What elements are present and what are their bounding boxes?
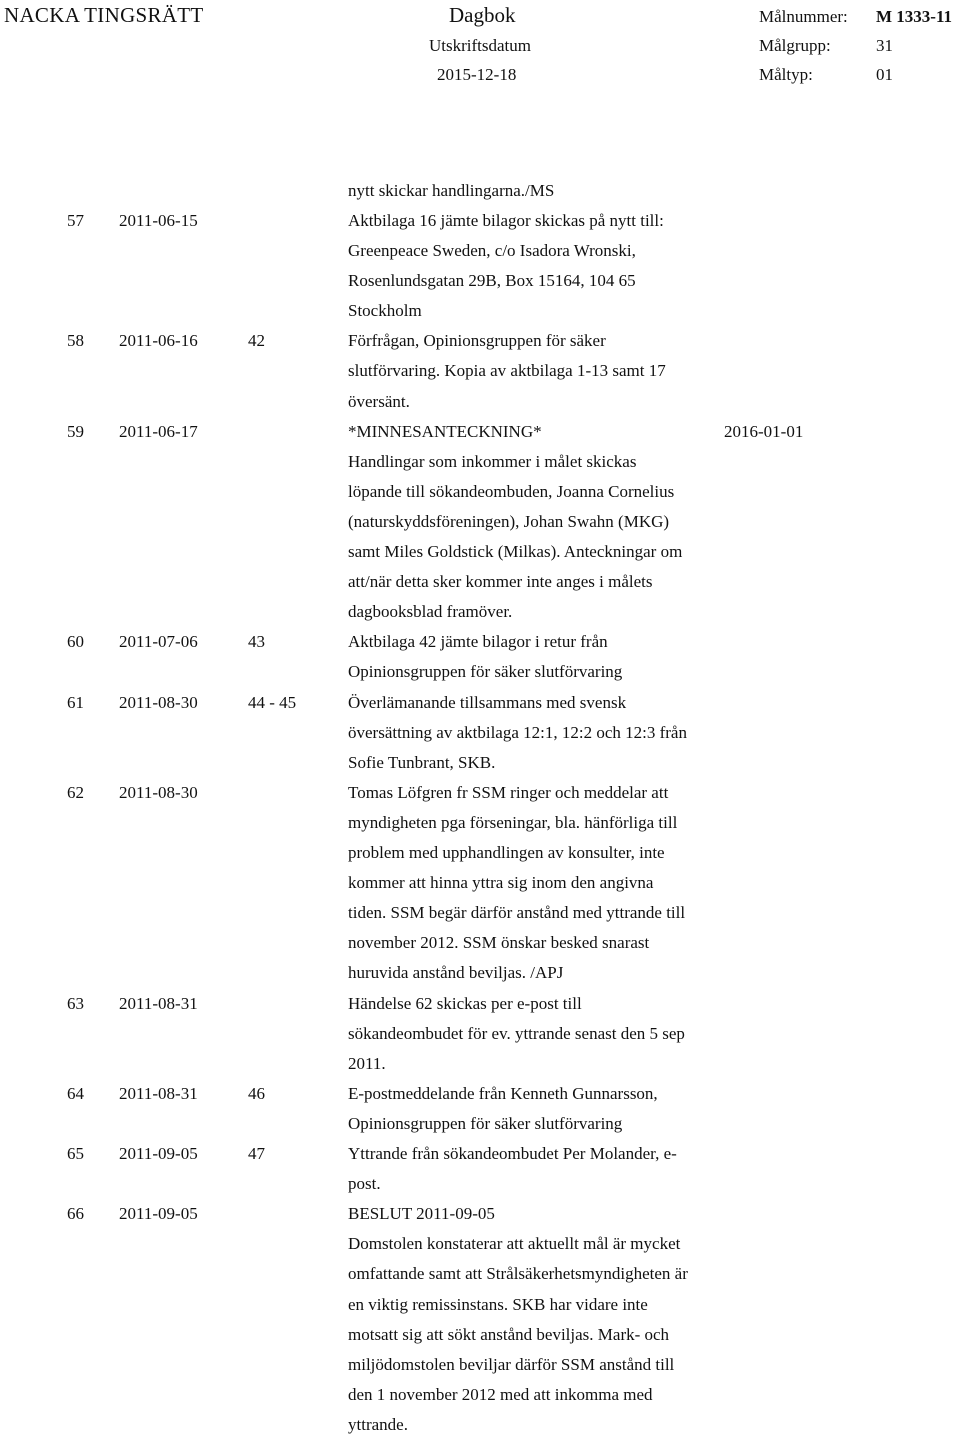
- entry-number: 63: [67, 993, 84, 1013]
- entry-text-line: Opinionsgruppen för säker slutförvaring: [348, 662, 623, 682]
- entry-date: 2011-06-15: [119, 211, 198, 230]
- entry-text-line: en viktig remissinstans. SKB har vidare inte: [348, 1294, 648, 1314]
- entry-aktbilaga: 46: [248, 1083, 265, 1103]
- entry-text-line: Aktbilaga 42 jämte bilagor i retur från: [348, 632, 608, 652]
- entry-aktbilaga: 42: [248, 331, 265, 351]
- entry-text: [348, 1199, 688, 1440]
- entry-number: 58: [67, 331, 84, 351]
- entry-text-line: miljödomstolen beviljar därför SSM anstånd till: [348, 1354, 675, 1374]
- entry-number: 60: [67, 632, 84, 652]
- entry-date: 2011-06-16: [119, 331, 198, 351]
- entry-text-line: post.: [348, 1174, 381, 1194]
- entry-text-line: Greenpeace Sweden, c/o Isadora Wronski,: [348, 241, 636, 261]
- entry-text-line: BESLUT 2011-09-05: [348, 1204, 495, 1224]
- entry-text-line: slutförvaring. Kopia av aktbilaga 1-13 samt 17: [348, 361, 666, 381]
- case-number: M 1333-11: [876, 7, 953, 26]
- entry-text: [348, 206, 664, 326]
- entry-number: 66: [67, 1204, 84, 1224]
- entry-text-line: Yttrande från sökandeombudet Per Molander, e-: [348, 1144, 677, 1164]
- entry-text-line: Förfrågan, Opinionsgruppen för säker: [348, 331, 606, 351]
- entry-text-line: tiden. SSM begär därför anstånd med yttrande till: [348, 903, 686, 923]
- entry-text-line: *MINNESANTECKNING*: [348, 421, 542, 441]
- entry-text: [348, 1139, 677, 1199]
- entry-text-line: E-postmeddelande från Kenneth Gunnarsson,: [348, 1083, 658, 1103]
- entry-text: [348, 627, 622, 687]
- entry-text-line: den 1 november 2012 med att inkomma med: [348, 1384, 653, 1404]
- entry-text: [348, 989, 685, 1079]
- entry-text-line: Överlämanande tillsammans med svensk: [348, 692, 627, 712]
- entry-date: 2011-09-05: [119, 1204, 198, 1224]
- case-number-label: Målnummer:: [759, 7, 848, 26]
- entry-text-line: Sofie Tunbrant, SKB.: [348, 752, 496, 772]
- entry-text-line: motsatt sig att sökt anstånd beviljas. Mark- och: [348, 1324, 670, 1344]
- entry-aktbilaga: 44 - 45: [248, 692, 297, 712]
- entry-date: 2011-08-31: [119, 993, 198, 1013]
- print-date-label: Utskriftsdatum: [429, 36, 531, 55]
- entry-text-line: Händelse 62 skickas per e-post till: [348, 993, 582, 1013]
- entry-text-line: Stockholm: [348, 301, 422, 321]
- entry-date: 2011-08-30: [119, 782, 198, 802]
- entry-number: 57: [67, 211, 84, 230]
- court-name: NACKA TINGSRÄTT: [4, 3, 204, 27]
- continuation-text: nytt skickar handlingarna./MS: [348, 181, 555, 200]
- entry-text: [348, 417, 682, 628]
- entry-text: [348, 326, 666, 416]
- case-type-label: Måltyp:: [759, 65, 813, 84]
- entry-text-line: omfattande samt att Strålsäkerhetsmyndigheten är: [348, 1264, 688, 1284]
- entry-text-line: Rosenlundsgatan 29B, Box 15164, 104 65: [348, 271, 636, 291]
- entry-text-line: Aktbilaga 16 jämte bilagor skickas på nytt till:: [348, 211, 664, 230]
- entry-text-line: Opinionsgruppen för säker slutförvaring: [348, 1113, 623, 1133]
- entry-date: 2011-08-30: [119, 692, 198, 712]
- entry-text-line: att/när detta sker kommer inte anges i målets: [348, 572, 653, 592]
- entry-text-line: översättning av aktbilaga 12:1, 12:2 och 12:3 från: [348, 722, 687, 742]
- entry-text-line: löpande till sökandeombuden, Joanna Cornelius: [348, 481, 675, 501]
- entry-number: 59: [67, 421, 84, 441]
- entry-text: [348, 1079, 658, 1139]
- entry-number: 62: [67, 782, 84, 802]
- entry-text-line: dagbooksblad framöver.: [348, 602, 513, 622]
- entry-aktbilaga: 47: [248, 1144, 265, 1164]
- entry-text-line: Handlingar som inkommer i målet skickas: [348, 451, 637, 471]
- entry-text-line: november 2012. SSM önskar besked snarast: [348, 933, 650, 953]
- entry-text-line: myndigheten pga förseningar, bla. hänförliga till: [348, 812, 678, 832]
- entry-aktbilaga: 43: [248, 632, 265, 652]
- print-date: 2015-12-18: [437, 65, 517, 84]
- entry-text-line: Tomas Löfgren fr SSM ringer och meddelar att: [348, 782, 669, 802]
- entry-number: 61: [67, 692, 84, 712]
- case-group: 31: [876, 36, 893, 55]
- entry-date: 2011-06-17: [119, 421, 198, 441]
- entry-text: [348, 778, 685, 989]
- entry-date: 2011-08-31: [119, 1083, 198, 1103]
- entry-date: 2011-07-06: [119, 632, 198, 652]
- case-type: 01: [876, 65, 893, 84]
- entry-due-date: 2016-01-01: [724, 421, 804, 441]
- entry-date: 2011-09-05: [119, 1144, 198, 1164]
- entry-text-line: översänt.: [348, 391, 410, 411]
- entry-text-line: Domstolen konstaterar att aktuellt mål är mycket: [348, 1234, 681, 1254]
- entry-text-line: 2011.: [348, 1053, 386, 1073]
- entry-text-line: samt Miles Goldstick (Milkas). Anteckningar om: [348, 542, 683, 562]
- entry-number: 64: [67, 1083, 84, 1103]
- entry-text-line: huruvida anstånd beviljas. /APJ: [348, 963, 564, 983]
- entry-text-line: sökandeombudet för ev. yttrande senast den 5 sep: [348, 1023, 685, 1043]
- entry-number: 65: [67, 1144, 84, 1164]
- case-group-label: Målgrupp:: [759, 36, 831, 55]
- entry-text-line: yttrande.: [348, 1414, 408, 1434]
- entry-text-line: (naturskyddsföreningen), Johan Swahn (MKG): [348, 511, 670, 531]
- entry-text-line: kommer att hinna yttra sig inom den angivna: [348, 873, 654, 893]
- document-title: Dagbok: [449, 3, 516, 27]
- entry-text-line: problem med upphandlingen av konsulter, inte: [348, 843, 665, 863]
- entry-text: [348, 688, 687, 778]
